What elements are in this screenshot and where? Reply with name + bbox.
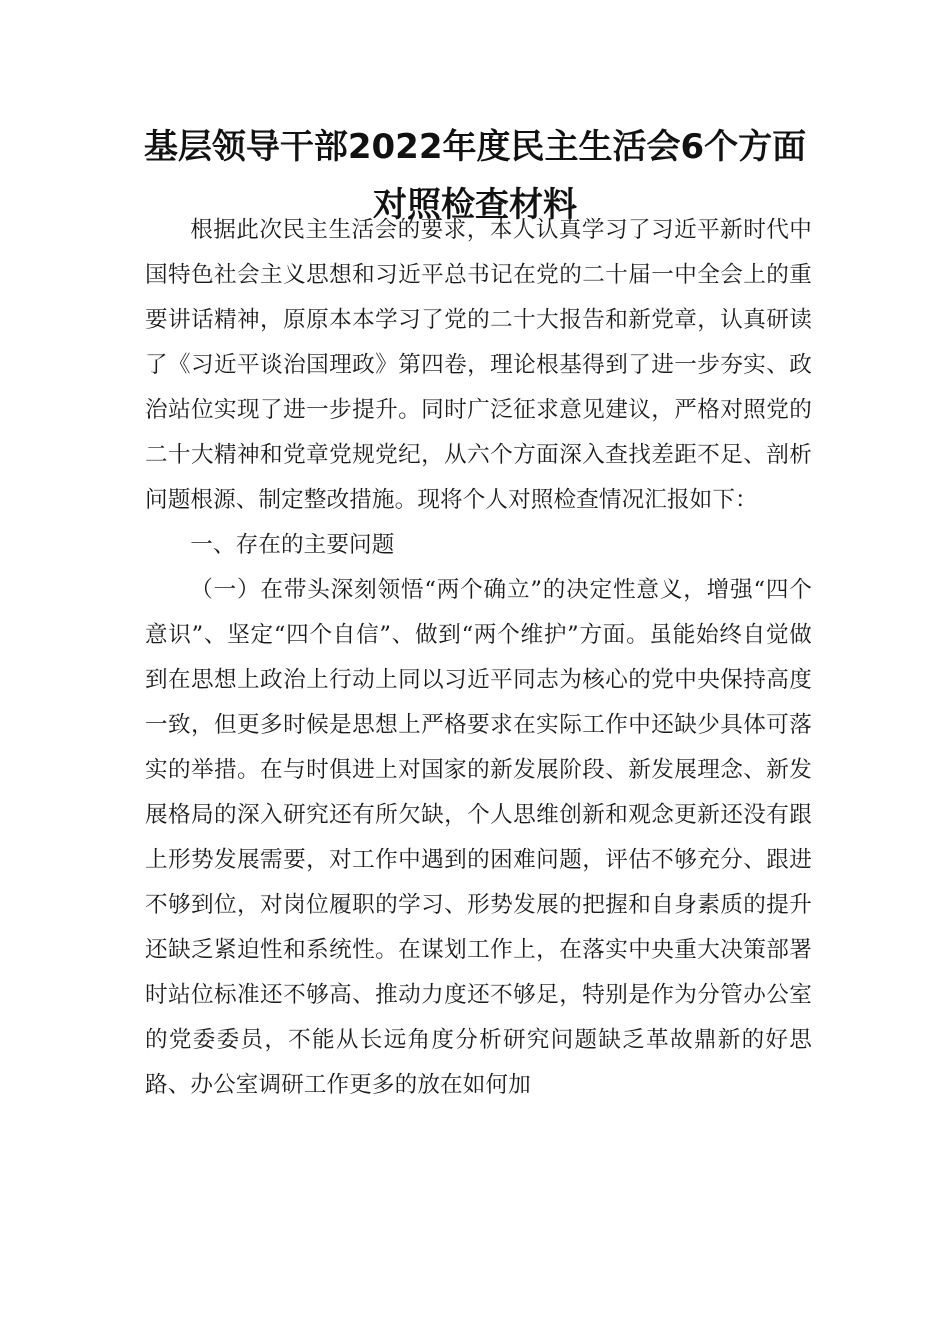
section-1-paragraph: （一）在带头深刻领悟“两个确立”的决定性意义，增强“四个意识”、坚定“四个自信”、做到“两个维护”方面。虽能始终自觉做到在思想上政治上行动上同以习近平同志为核心的党中央保持高度一致，但更多时候是思想上严格要求在实际工作中还缺少具体可落实的举措。在与时俱进上对国家的新发展阶段、新发展理念、新发展格局的深入研究还有所欠缺，个人思维创新和观念更新还没有跟上形势发展需要，对工作中遇到的困难问题，评估不够充分、跟进不够到位，对岗位履职的学习、形势发展的把握和自身素质的提升还缺乏紧迫性和系统性。在谋划工作上，在落实中央重大决策部署时站位标准还不够高、推动力度还不够足，特别是作为分管办公室的党委委员，不能从长远角度分析研究问题缺乏革故鼎新的好思路、办公室调研工作更多的放在如何加 [145,577,812,1098]
intro-paragraph: 根据此次民主生活会的要求，本人认真学习了习近平新时代中国特色社会主义思想和习近平总书记在党的二十届一中全会上的重要讲话精神，原原本本学习了党的二十大报告和新党章，认真研读了《习近平谈治国理政》第四卷，理论根基得到了进一步夯实、政治站位实现了进一步提升。同时广泛征求意见建议，严格对照党的二十大精神和党章党规党纪，从六个方面深入查找差距不足、剖析问题根源、制定整改措施。现将个人对照检查情况汇报如下： [145,217,812,513]
section-heading: 一、存在的主要问题 [190,532,395,558]
document-body [145,208,812,1108]
document-title-line-2: 对照检查材料 [373,185,577,225]
document-title-line-1: 基层领导干部2022年度民主生活会6个方面 [143,127,807,167]
